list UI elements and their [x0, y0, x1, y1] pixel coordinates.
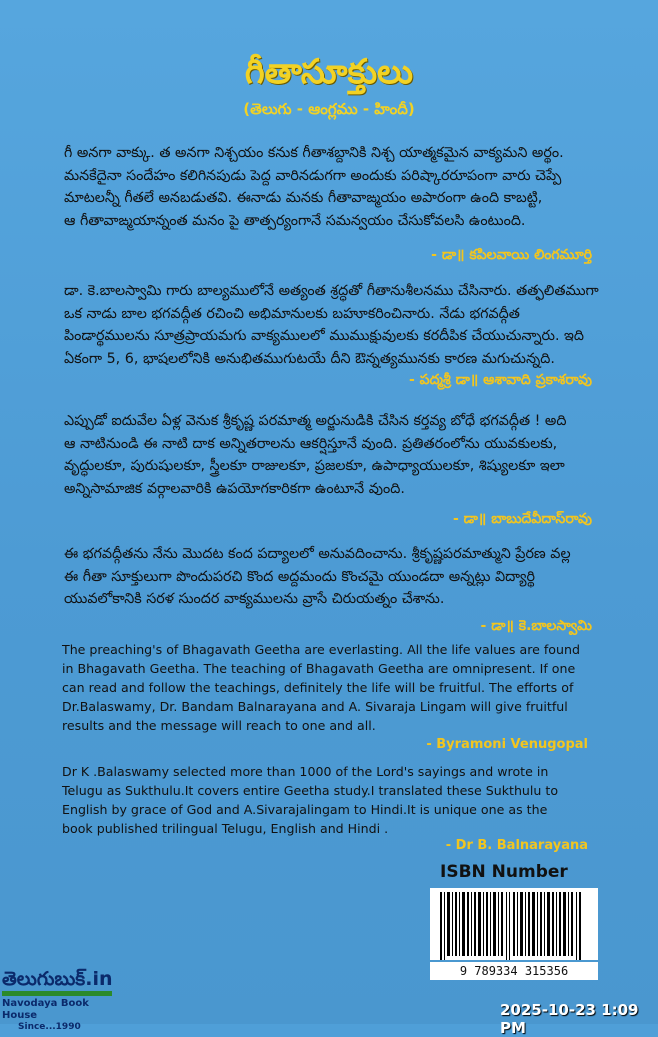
paragraph-line: ఒక నాడు బాల భగవద్గీత రచించి అభిమానులకు బహూకరించినారు. నేడు భగవద్గీత	[64, 305, 520, 322]
barcode-graphic	[430, 888, 598, 960]
english-paragraph-1	[62, 640, 610, 735]
paragraph-line: ఆ నాటినుండి ఈ నాటి దాక అన్నితరాలను ఆకర్షిస్తూనే వుంది. ప్రతితరంలోను యువకులకు,	[64, 435, 558, 452]
telugu-paragraph-4	[64, 543, 604, 611]
book-title: గీతాసూక్తులు	[244, 52, 414, 92]
signature-venugopal: - Byramoni Venugopal	[426, 737, 588, 752]
paragraph-line: in Bhagavath Geetha. The teaching of Bhagavath Geetha are omnipresent. If one	[62, 661, 576, 676]
signature-balnarayana: - Dr B. Balnarayana	[445, 838, 588, 853]
paragraph-line: వృద్ధులకూ, పురుషులకూ, స్త్రీలకూ రాజులకూ, ప్రజలకూ, ఉపాధ్యాయులకూ, శిష్యులకూ ఇలా	[64, 458, 565, 474]
paragraph-line: యువలోకానికి సరళ సుందర వాక్యములను వ్రాసే చిరుయత్నం చేశాను.	[64, 591, 445, 607]
paragraph-line: అన్నిసామాజిక వర్గాలవారికి ఉపయోగకారికగా ఉంటూనే వుంది.	[64, 480, 405, 497]
paragraph-line: ఎప్పుడో ఐదువేల ఏళ్ల వెనుక శ్రీకృష్ణ పరమాత్మ అర్జునుడికి చేసిన కర్తవ్య బోధే భగవద్గీత ! అది	[64, 413, 567, 429]
paragraph-line: Dr.Balaswamy, Dr. Bandam Balnarayana and A. Sivaraja Lingam will give fruitful	[62, 699, 568, 714]
telugu-paragraph-1	[64, 142, 604, 232]
isbn-digits: 9 789334 315356	[430, 962, 598, 980]
paragraph-line: డా. కె.బాలస్వామి గారు బాల్యములోనే అత్యంత శ్రద్ధతో గీతానుశీలనము చేసినారు. తత్ఫలితముగా	[64, 283, 599, 299]
signature-balaswamy: - డా॥ కె.బాలస్వామి	[480, 618, 592, 634]
paragraph-line: can read and follow the teachings, definitely the life will be fruitful. The efforts of	[62, 680, 574, 695]
publisher-since: Since...1990	[18, 1022, 81, 1032]
signature-babudevidas: - డా॥ బాబుదేవీదాస్‌రావు	[452, 511, 592, 527]
paragraph-line: ఈ భగవద్గీతను నేను మొదట కంద పద్యాలలో అనువదించాను. శ్రీకృష్ణపరమాత్ముని ప్రేరణ వల్ల	[64, 546, 571, 562]
paragraph-line: మనకేదైనా సందేహం కలిగినపుడు పెద్ద వారినడుగగా అందుకు పరిష్కారరూపంగా వారు చెప్పే	[64, 167, 562, 184]
paragraph-line: Telugu as Sukthulu.It covers entire Geetha study.I translated these Sukthulu to	[62, 783, 559, 798]
publisher-logo	[2, 968, 120, 1032]
publisher-logo-text: తెలుగుబుక్.in	[2, 968, 113, 990]
paragraph-line: ఈ గీతా సూక్తులుగా పొందుపరచి కొంద అద్దమందు కొంచమై యుండదా అన్నట్లు విద్యార్థి	[64, 568, 536, 585]
paragraph-line: English by grace of God and A.Sivarajalingam to Hindi.It is unique one as the	[62, 802, 548, 817]
english-paragraph-2	[62, 762, 610, 838]
paragraph-line: గీ అనగా వాక్కు. త అనగా నిశ్చయం కనుక గీతాశబ్దానికి నిశ్చ యాత్మకమైన వాక్యమని అర్థం.	[64, 145, 564, 161]
paragraph-line: ఏకంగా 5, 6, భాషలలోనికి అనుభితముగుటయే దీని ఔన్నత్యమునకు కారణ మగుచున్నది.	[64, 350, 555, 367]
signature-ashavadi: - పద్మశ్రీ డా॥ ఆశావాది ప్రకాశరావు	[408, 372, 592, 388]
photo-timestamp: 2025-10-23 1:09 PM	[500, 1001, 639, 1037]
telugu-paragraph-3	[64, 410, 604, 500]
paragraph-line: మాటలన్నీ గీతలే అనబడుతవి. ఈనాడు మనకు గీతావాఙ్మయం అపారంగా ఉంది కాబట్టి,	[64, 190, 543, 206]
telugu-paragraph-2	[64, 280, 604, 370]
paragraph-line: results and the message will reach to one and all.	[62, 718, 376, 733]
book-subtitle: (తెలుగు - ఆంగ్లము - హిందీ)	[243, 100, 415, 118]
publisher-name: Navodaya Book House	[2, 998, 89, 1021]
paragraph-line: పిండార్థములను సూత్రప్రాయమగు వాక్యములలో ముముక్షువులకు కరదీపిక చేయుచున్నారు. ఇది	[64, 328, 584, 344]
isbn-barcode	[430, 888, 598, 960]
paragraph-line: The preaching's of Bhagavath Geetha are everlasting. All the life values are found	[62, 642, 580, 657]
signature-kapilavai: - డా॥ కపిలవాయి లింగమూర్తి	[431, 247, 592, 263]
paragraph-line: Dr K .Balaswamy selected more than 1000 of the Lord's sayings and wrote in	[62, 764, 549, 779]
paragraph-line: ఆ గీతావాఙ్మయాన్నంత మనం పై తాత్పర్యంగానే సమన్వయం చేసుకోవలసి ఉంటుంది.	[64, 212, 526, 229]
logo-strip	[2, 991, 112, 996]
paragraph-line: book published trilingual Telugu, English and Hindi .	[62, 821, 389, 836]
isbn-label: ISBN Number	[440, 862, 568, 882]
